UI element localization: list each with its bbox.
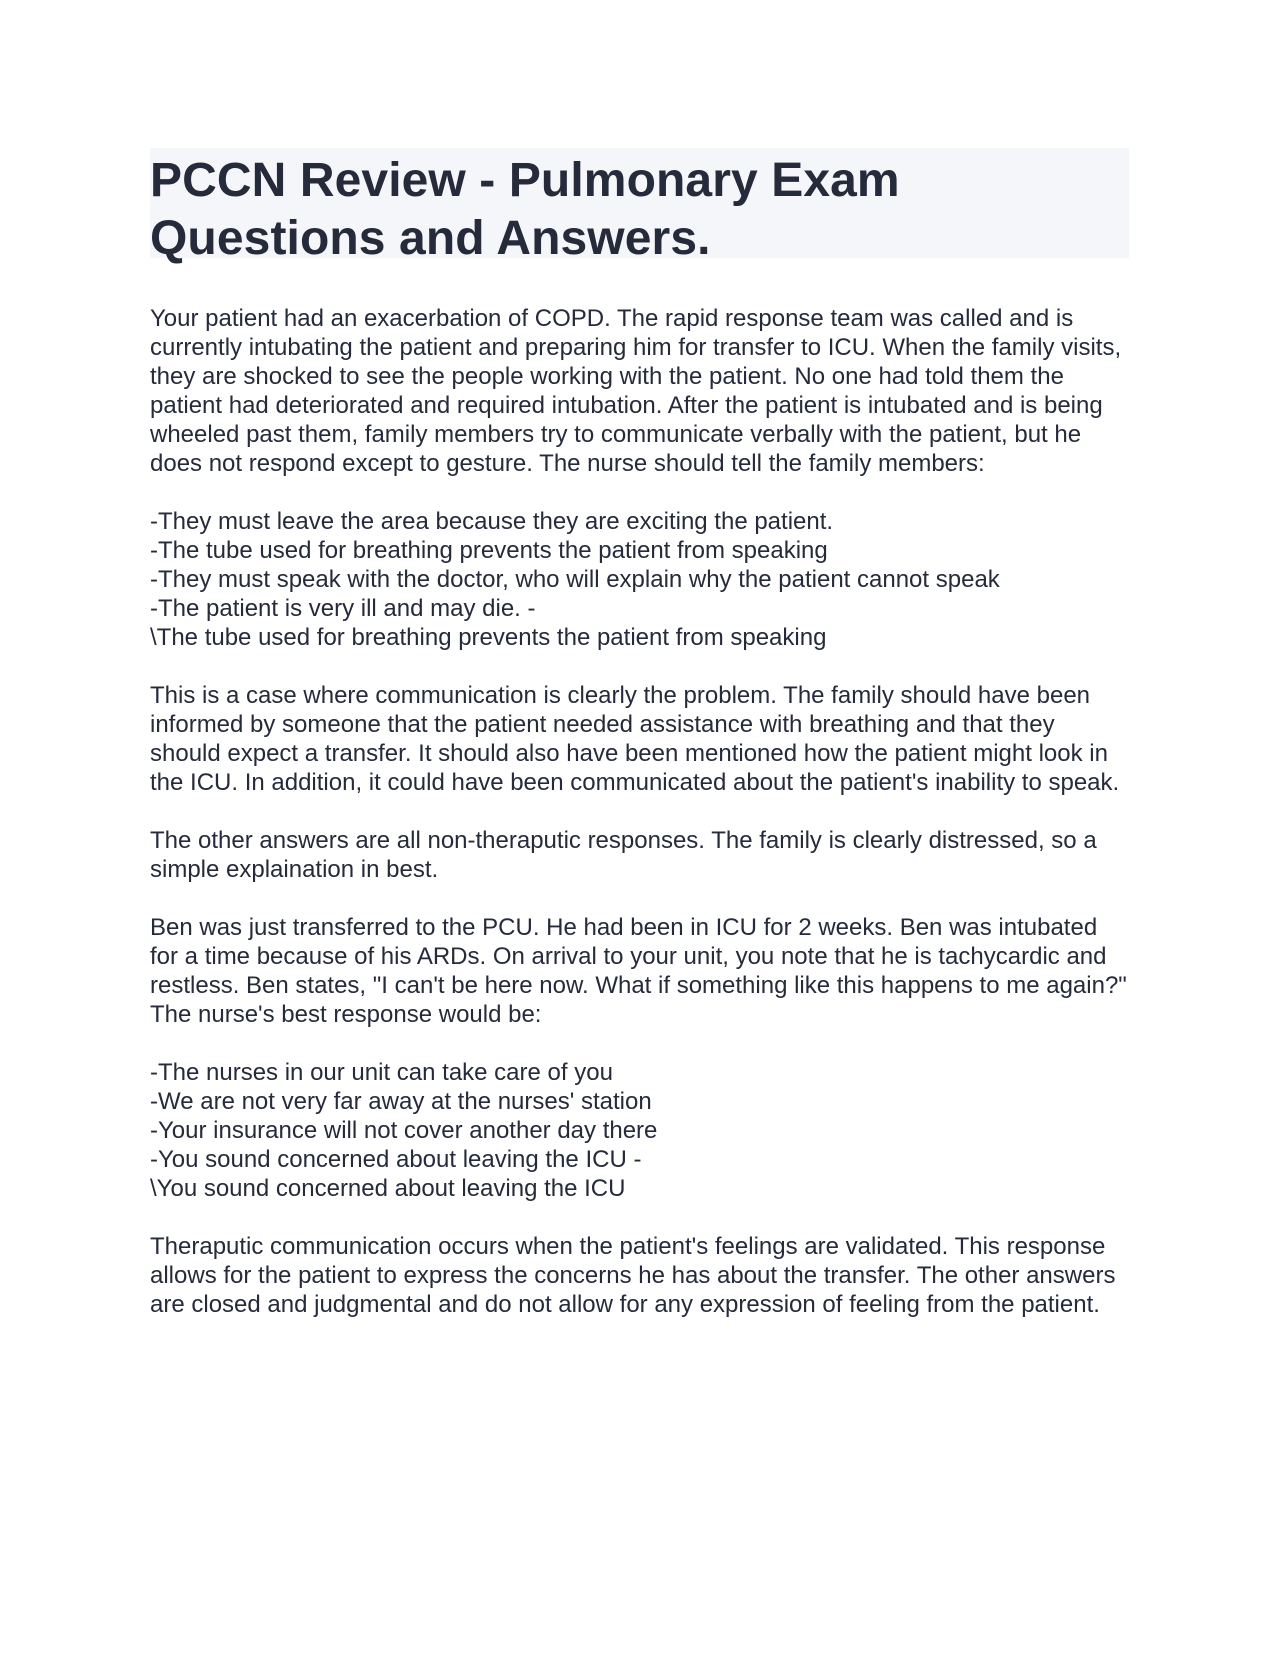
question-1-option-b: -The tube used for breathing prevents the patient from speaking	[150, 537, 828, 564]
question-1-option-c: -They must speak with the doctor, who will explain why the patient cannot speak	[150, 566, 1000, 593]
question-2-answer: \You sound concerned about leaving the ICU	[150, 1175, 626, 1202]
question-2-stem: Ben was just transferred to the PCU. He had been in ICU for 2 weeks. Ben was intubated for a time because of his ARDs. On arrival to your unit, you note that he is tachycardic and restless. Ben states, "I can't be here now. What if something like this happens to me again?" The nurse's best response would be:	[150, 914, 1127, 1028]
question-1-options	[150, 507, 1129, 652]
question-1-rationale: This is a case where communication is clearly the problem. The family should have been informed by someone that the patient needed assistance with breathing and that they should expect a transfer. It should also have been mentioned how the patient might look in the ICU. In addition, it could have been communicated about the patient's inability to speak.	[150, 682, 1120, 796]
question-2-option-c: -Your insurance will not cover another day there	[150, 1117, 658, 1144]
question-1-stem: Your patient had an exacerbation of COPD. The rapid response team was called and is currently intubating the patient and preparing him for transfer to ICU. When the family visits, they are shocked to see the people working with the patient. No one had told them the patient had deteriorated and required intubation. After the patient is intubated and is being wheeled past them, family members try to communicate verbally with the patient, but he does not respond except to gesture. The nurse should tell the family members:	[150, 305, 1122, 477]
document-title: PCCN Review - Pulmonary Exam Questions and Answers.	[150, 154, 900, 265]
question-1-answer: \The tube used for breathing prevents the patient from speaking	[150, 624, 827, 651]
question-1-option-a: -They must leave the area because they are exciting the patient.	[150, 508, 834, 535]
title-banner	[150, 148, 1129, 265]
question-2-rationale: Theraputic communication occurs when the patient's feelings are validated. This response allows for the patient to express the concerns he has about the transfer. The other answers are closed and judgmental and do not allow for any expression of feeling from the patient.	[150, 1233, 1116, 1318]
document-page	[150, 148, 1129, 1348]
document-body	[150, 304, 1129, 1319]
question-2-option-b: -We are not very far away at the nurses' station	[150, 1088, 652, 1115]
question-1-rationale-other: The other answers are all non-theraputic responses. The family is clearly distressed, so a simple explaination in best.	[150, 827, 1097, 883]
question-2-option-d: -You sound concerned about leaving the ICU -	[150, 1146, 642, 1173]
question-1-option-d: -The patient is very ill and may die. -	[150, 595, 536, 622]
question-2-options	[150, 1058, 1129, 1203]
question-2-option-a: -The nurses in our unit can take care of you	[150, 1059, 613, 1086]
